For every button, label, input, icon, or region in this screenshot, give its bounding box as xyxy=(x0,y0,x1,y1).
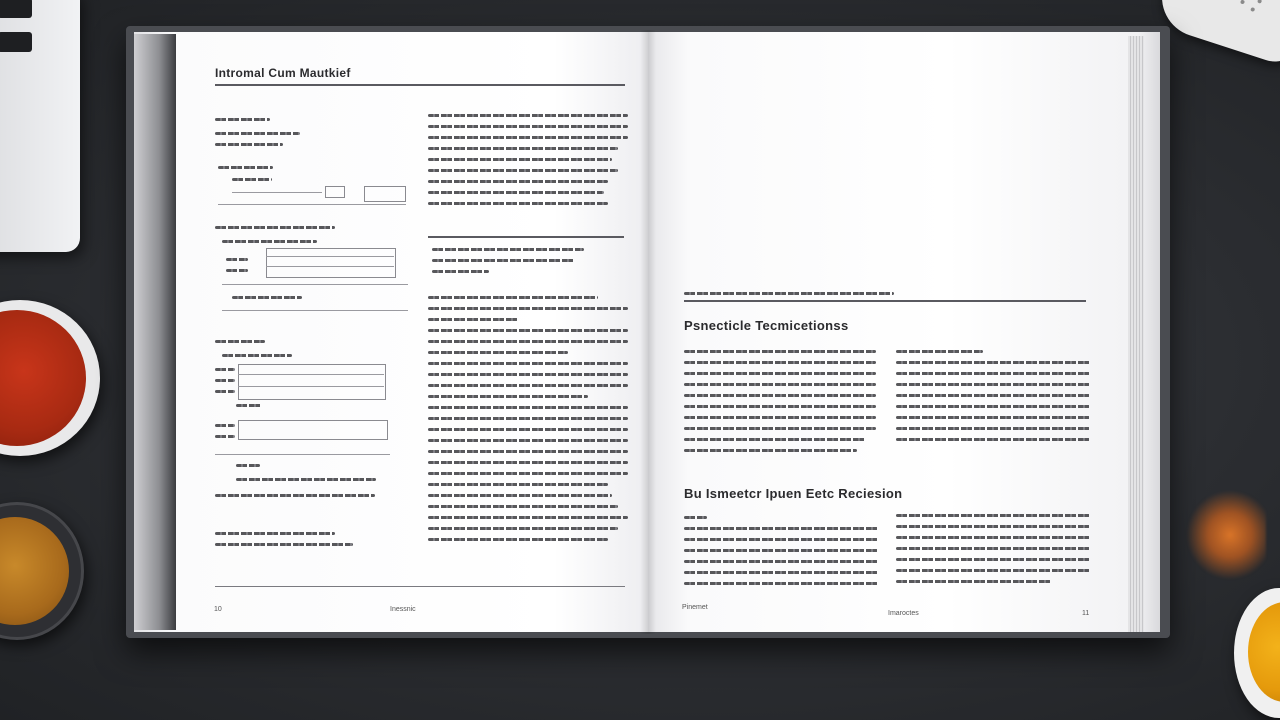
text-block xyxy=(215,132,300,154)
text-block xyxy=(215,226,335,237)
text-block xyxy=(215,118,270,129)
section-rule xyxy=(428,236,624,238)
footer-rule xyxy=(215,586,625,587)
text-block xyxy=(236,404,262,415)
text-block xyxy=(226,258,248,280)
section-rule xyxy=(684,300,1086,302)
laptop xyxy=(0,0,80,252)
chapter-title: Intromal Cum Mautkief xyxy=(215,66,351,80)
ceramic-dish xyxy=(1152,0,1280,69)
title-rule xyxy=(215,84,625,86)
text-block xyxy=(215,340,265,351)
diagram-line xyxy=(215,454,390,455)
diagram-box xyxy=(266,248,396,278)
diagram-line xyxy=(238,386,384,387)
paragraph xyxy=(428,296,628,549)
book-page-stack xyxy=(1128,36,1144,632)
diagram-box xyxy=(364,186,406,202)
diagram-line xyxy=(232,192,322,193)
book-gutter xyxy=(640,30,656,634)
text-block xyxy=(215,494,375,505)
footer-text-right-center: Imaroctes xyxy=(888,610,919,617)
diagram-box xyxy=(325,186,345,198)
diagram-line xyxy=(266,266,394,267)
paragraph xyxy=(684,350,876,460)
book-left-edge xyxy=(134,34,176,630)
mustard-bowl xyxy=(1234,588,1280,718)
section-heading-1: Psnecticle Tecmicetionss xyxy=(684,318,849,333)
text-block xyxy=(215,424,235,446)
footer-text-right-left: Pinemet xyxy=(682,604,708,611)
paragraph xyxy=(684,516,878,593)
text-block xyxy=(215,532,335,554)
diagram-line xyxy=(238,374,384,375)
diagram-box xyxy=(238,364,386,400)
diagram-line xyxy=(266,256,394,257)
text-block xyxy=(232,296,302,307)
text-block xyxy=(236,464,260,475)
diagram-line xyxy=(222,310,408,311)
laptop-key xyxy=(0,0,32,18)
text-block xyxy=(236,478,376,489)
paragraph xyxy=(896,514,1090,591)
page-number-right: 11 xyxy=(1082,610,1090,617)
footer-text-left: Inessnic xyxy=(390,606,416,613)
paragraph xyxy=(432,248,622,281)
diagram-line xyxy=(222,284,408,285)
paragraph xyxy=(896,350,1090,449)
laptop-key xyxy=(0,32,32,52)
section-heading-2: Bu Ismeetcr Ipuen Eetc Reciesion xyxy=(684,486,903,501)
diagram-line xyxy=(218,204,406,205)
turmeric-bowl xyxy=(0,502,84,640)
text-block xyxy=(215,368,235,401)
text-block xyxy=(232,178,272,189)
paprika-bowl xyxy=(0,300,100,456)
diagram-box xyxy=(238,420,388,440)
paragraph xyxy=(428,114,628,213)
text-block xyxy=(218,166,273,177)
spice-spill xyxy=(1186,490,1266,580)
page-number-left: 10 xyxy=(214,606,222,613)
